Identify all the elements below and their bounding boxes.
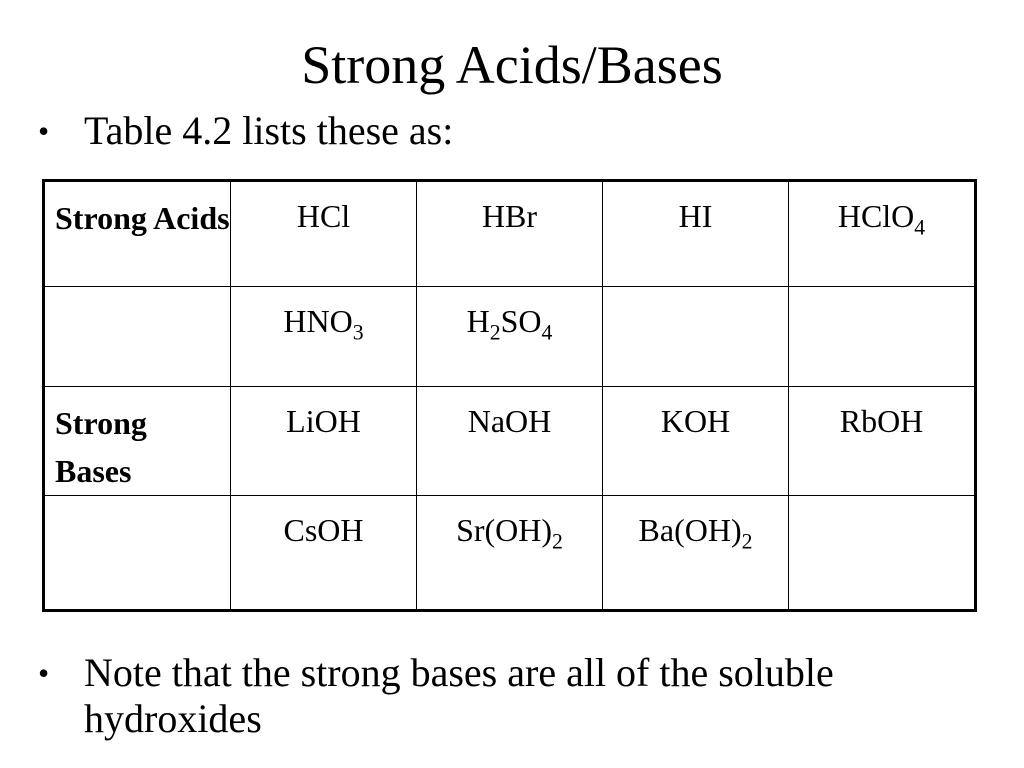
formula-text: NaOH <box>467 403 552 439</box>
table-cell <box>231 496 417 611</box>
row-label-strong-acids: Strong Acids <box>44 181 231 287</box>
table-cell <box>789 496 976 611</box>
bullet-item <box>38 108 964 154</box>
table-row-strong-acids <box>44 181 976 287</box>
table-cell <box>231 387 417 496</box>
formula-text: Ba(OH) <box>638 512 742 548</box>
table-cell <box>417 387 603 496</box>
formula-text: SO <box>500 303 542 339</box>
table-cell <box>417 287 603 387</box>
formula-text: H <box>466 303 490 339</box>
table-cell <box>231 287 417 387</box>
slide-title: Strong Acids/Bases <box>301 35 723 95</box>
formula-text: CsOH <box>283 512 364 548</box>
formula-text: HBr <box>481 198 538 234</box>
bullet-text: Note that the strong bases are all of the soluble hydroxides <box>84 650 834 741</box>
table-row-strong-bases-continued <box>44 496 976 611</box>
table-cell <box>789 387 976 496</box>
formula-text: RbOH <box>839 403 924 439</box>
row-label-empty <box>44 287 231 387</box>
table-cell <box>603 181 789 287</box>
formula-text: HCl <box>296 198 351 234</box>
formula-subscript: 3 <box>352 320 364 345</box>
formula-text: LiOH <box>286 403 361 439</box>
formula-subscript: 4 <box>914 215 926 240</box>
formula-text: HClO <box>837 198 915 234</box>
formula-subscript: 4 <box>541 320 553 345</box>
table-cell <box>231 181 417 287</box>
bullet-text: Table 4.2 lists these as: <box>84 108 454 153</box>
table-row-strong-acids-continued <box>44 287 976 387</box>
table-row-strong-bases <box>44 387 976 496</box>
formula-text: HNO <box>283 303 353 339</box>
table-cell <box>789 181 976 287</box>
strong-acids-bases-table <box>42 179 977 612</box>
formula-text: HI <box>678 198 713 234</box>
table-cell <box>603 387 789 496</box>
formula-subscript: 2 <box>741 529 753 554</box>
bullet-item <box>38 650 964 742</box>
table-cell <box>789 287 976 387</box>
formula-subscript: 2 <box>489 320 501 345</box>
table-cell <box>417 181 603 287</box>
row-label-empty <box>44 496 231 611</box>
table-cell <box>603 287 789 387</box>
bullet-dot-icon: • <box>38 655 50 691</box>
formula-text: KOH <box>660 403 731 439</box>
row-label-strong-bases: Strong Bases <box>44 387 231 496</box>
formula-subscript: 2 <box>552 529 563 554</box>
formula-text: Sr(OH) <box>456 512 553 548</box>
bullet-dot-icon: • <box>38 113 50 149</box>
table-cell <box>603 496 789 611</box>
table-cell <box>417 496 603 611</box>
